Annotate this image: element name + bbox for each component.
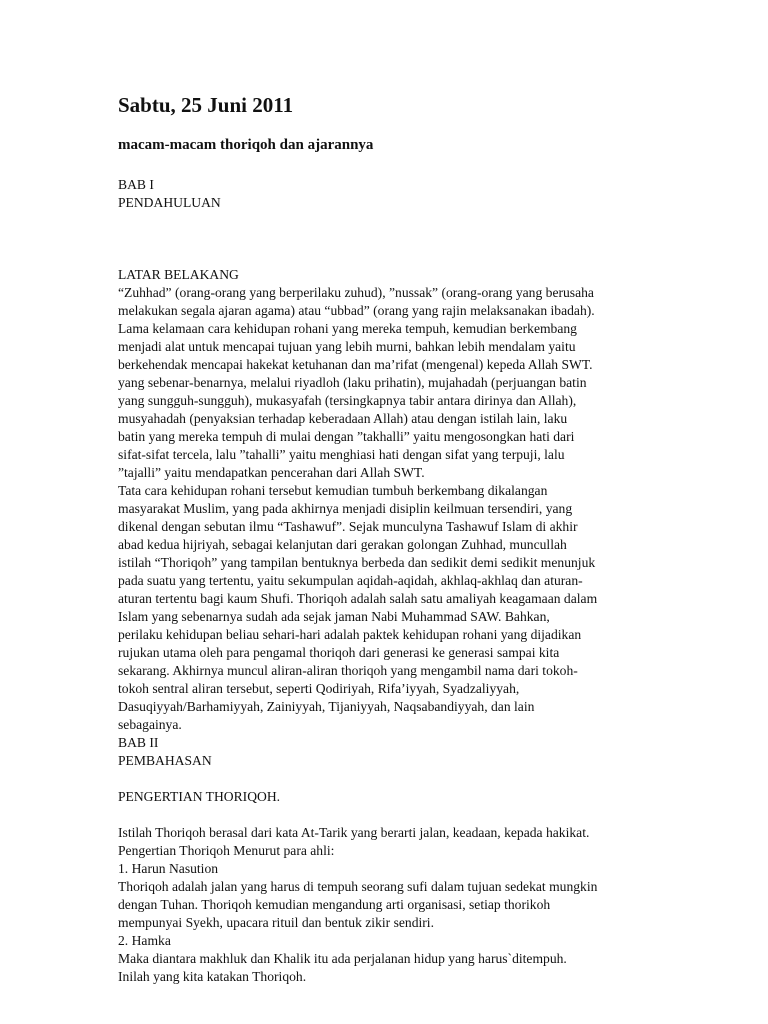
body-line: musyahadah (penyaksian terhadap keberadaan Allah) atau dengan istilah lain, laku [118,411,568,426]
body-line: pada suatu yang tertentu, yaitu sekumpulan aqidah-aqidah, akhlaq-akhlaq dan aturan- [118,573,583,588]
body-line: “Zuhhad” (orang-orang yang berperilaku zuhud), ”nussak” (orang-orang yang berusaha [118,285,594,300]
body-line: BAB I [118,177,154,192]
body-line: perilaku kehidupan beliau sehari-hari adalah paktek kehidupan rohani yang dijadikan [118,627,582,642]
body-line: istilah “Thoriqoh” yang tampilan bentuknya berbeda dan sedikit demi sedikit menunjuk [118,555,596,570]
body-line: menjadi alat untuk mencapai tujuan yang lebih murni, bahkan lebih mendalam yaitu [118,339,576,354]
body-line: Inilah yang kita katakan Thoriqoh. [118,969,307,984]
body-line: yang sebenar-benarnya, melalui riyadloh (laku prihatin), mujahadah (perjuangan batin [118,375,587,390]
body-line: rujukan utama oleh para pengamal thoriqoh dari generasi ke generasi sampai kita [118,645,560,660]
body-line: aturan tertentu bagi kaum Shufi. Thoriqoh adalah salah satu amaliyah keagamaan dalam [118,591,598,606]
body-line: Tata cara kehidupan rohani tersebut kemudian tumbuh berkembang dikalangan [118,483,548,498]
body-line [118,212,663,230]
body-line: ”tajalli” yaitu mendapatkan pencerahan dari Allah SWT. [118,465,425,480]
body-line: 1. Harun Nasution [118,861,219,876]
post-title: macam-macam thoriqoh dan ajarannya [118,137,374,153]
body-line [118,806,663,824]
body-line: yang sungguh-sungguh), mukasyafah (tersingkapnya tabir antara dirinya dan Allah), [118,393,577,408]
body-line: Islam yang sebenarnya sudah ada sejak jaman Nabi Muhammad SAW. Bahkan, [118,609,550,624]
body-line: Pengertian Thoriqoh Menurut para ahli: [118,843,335,858]
post-body [118,176,663,986]
body-line [118,230,663,248]
body-line: PENGERTIAN THORIQOH. [118,789,281,804]
body-line: Thoriqoh adalah jalan yang harus di tempuh seorang sufi dalam tujuan sedekat mungkin [118,879,598,894]
body-line: BAB II [118,735,159,750]
body-line: PENDAHULUAN [118,195,221,210]
body-line: sekarang. Akhirnya muncul aliran-aliran thoriqoh yang mengambil nama dari tokoh- [118,663,578,678]
body-line: Istilah Thoriqoh berasal dari kata At-Tarik yang berarti jalan, keadaan, kepada hakikat. [118,825,590,840]
body-line [118,248,663,266]
body-line: sifat-sifat tercela, lalu ”tahalli” yaitu menghiasi hati dengan sifat yang terpuji, lalu [118,447,565,462]
body-line: PEMBAHASAN [118,753,212,768]
body-line: melakukan segala ajaran agama) atau “ubbad” (orang yang rajin melaksanakan ibadah). [118,303,595,318]
body-line: tokoh sentral aliran tersebut, seperti Qodiriyah, Rifa’iyyah, Syadzaliyyah, [118,681,520,696]
post-date: Sabtu, 25 Juni 2011 [118,93,294,117]
body-line: batin yang mereka tempuh di mulai dengan ”takhalli” yaitu mengosongkan hati dari [118,429,575,444]
body-line: mempunyai Syekh, upacara rituil dan bentuk zikir sendiri. [118,915,434,930]
body-line: dikenal dengan sebutan ilmu “Tashawuf”. Sejak munculyna Tashawuf Islam di akhir [118,519,578,534]
body-line: Lama kelamaan cara kehidupan rohani yang mereka tempuh, kemudian berkembang [118,321,577,336]
body-line: dengan Tuhan. Thoriqoh kemudian mengandung arti organisasi, setiap thorikoh [118,897,551,912]
body-line: Dasuqiyyah/Barhamiyyah, Zainiyyah, Tijaniyyah, Naqsabandiyyah, dan lain [118,699,535,714]
body-line: sebagainya. [118,717,182,732]
body-line [118,770,663,788]
body-line: 2. Hamka [118,933,171,948]
body-line: masyarakat Muslim, yang pada akhirnya menjadi disiplin keilmuan tersendiri, yang [118,501,573,516]
body-line: abad kedua hijriyah, sebagai kelanjutan dari gerakan golongan Zuhhad, muncullah [118,537,567,552]
body-line: Maka diantara makhluk dan Khalik itu ada perjalanan hidup yang harus`ditempuh. [118,951,567,966]
body-line: berkehendak mencapai hakekat ketuhanan dan ma’rifat (mengenal) kepeda Allah SWT. [118,357,593,372]
body-line: LATAR BELAKANG [118,267,239,282]
